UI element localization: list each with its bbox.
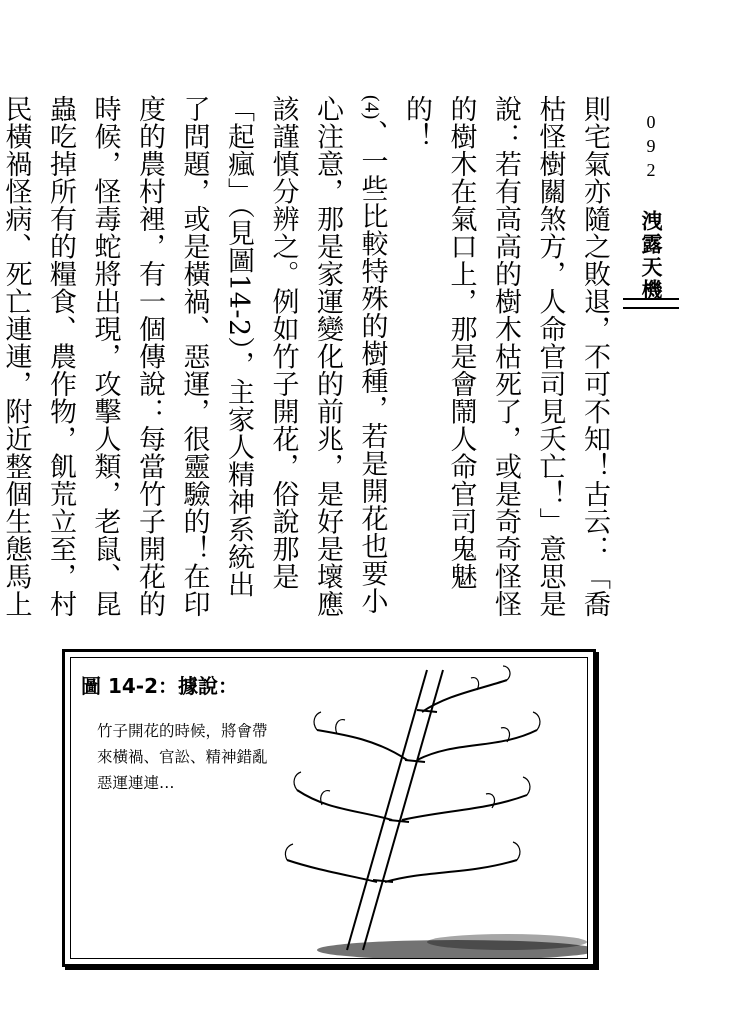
page-number: 092 (641, 112, 661, 184)
paragraph-2 (0, 95, 394, 625)
figure-inner-frame (70, 657, 588, 959)
paragraph-1: 則宅氣亦隨之敗退，不可不知！古云：「喬枯怪樹關煞方，人命官司見夭亡！」意思是說：若有高高的樹木枯死了，或是奇奇怪怪的樹木在氣口上，那是會鬧人命官司鬼魅的！ (401, 95, 610, 618)
paragraph-2-text: 、一些比較特殊的樹種，若是開花也要小心注意，那是家運變化的前兆，是好是壞應該謹慎分辨之。例如竹子開花，俗說那是「起瘋」（見圖14-2），主家人精神系統出了問題，或是橫禍、惡運，很靈驗的！在印度的農村裡，有一個傳說：每當竹子開花的時候，怪毒蛇將出現，攻擊人類，老鼠、昆蟲吃掉所有的糧食、農作物，飢荒立至，村民橫禍怪病、死亡連連，附近整個生態馬上 (0, 95, 388, 618)
figure-note-line: 竹子開花的時候，將會帶 (97, 722, 268, 740)
figure-note-line: 惡運連連… (97, 774, 175, 792)
figure-note-line: 來橫禍、官訟、精神錯亂 (97, 748, 268, 766)
book-title: 洩露天機 (639, 210, 664, 302)
bamboo-illustration (277, 660, 587, 958)
page-number-col (640, 112, 661, 184)
figure-box (62, 649, 596, 967)
item-marker-4: (4) (360, 95, 383, 120)
body-text (0, 95, 616, 625)
figure-caption: 圖 14-2：據說： (81, 674, 239, 698)
header-rule (623, 298, 679, 309)
